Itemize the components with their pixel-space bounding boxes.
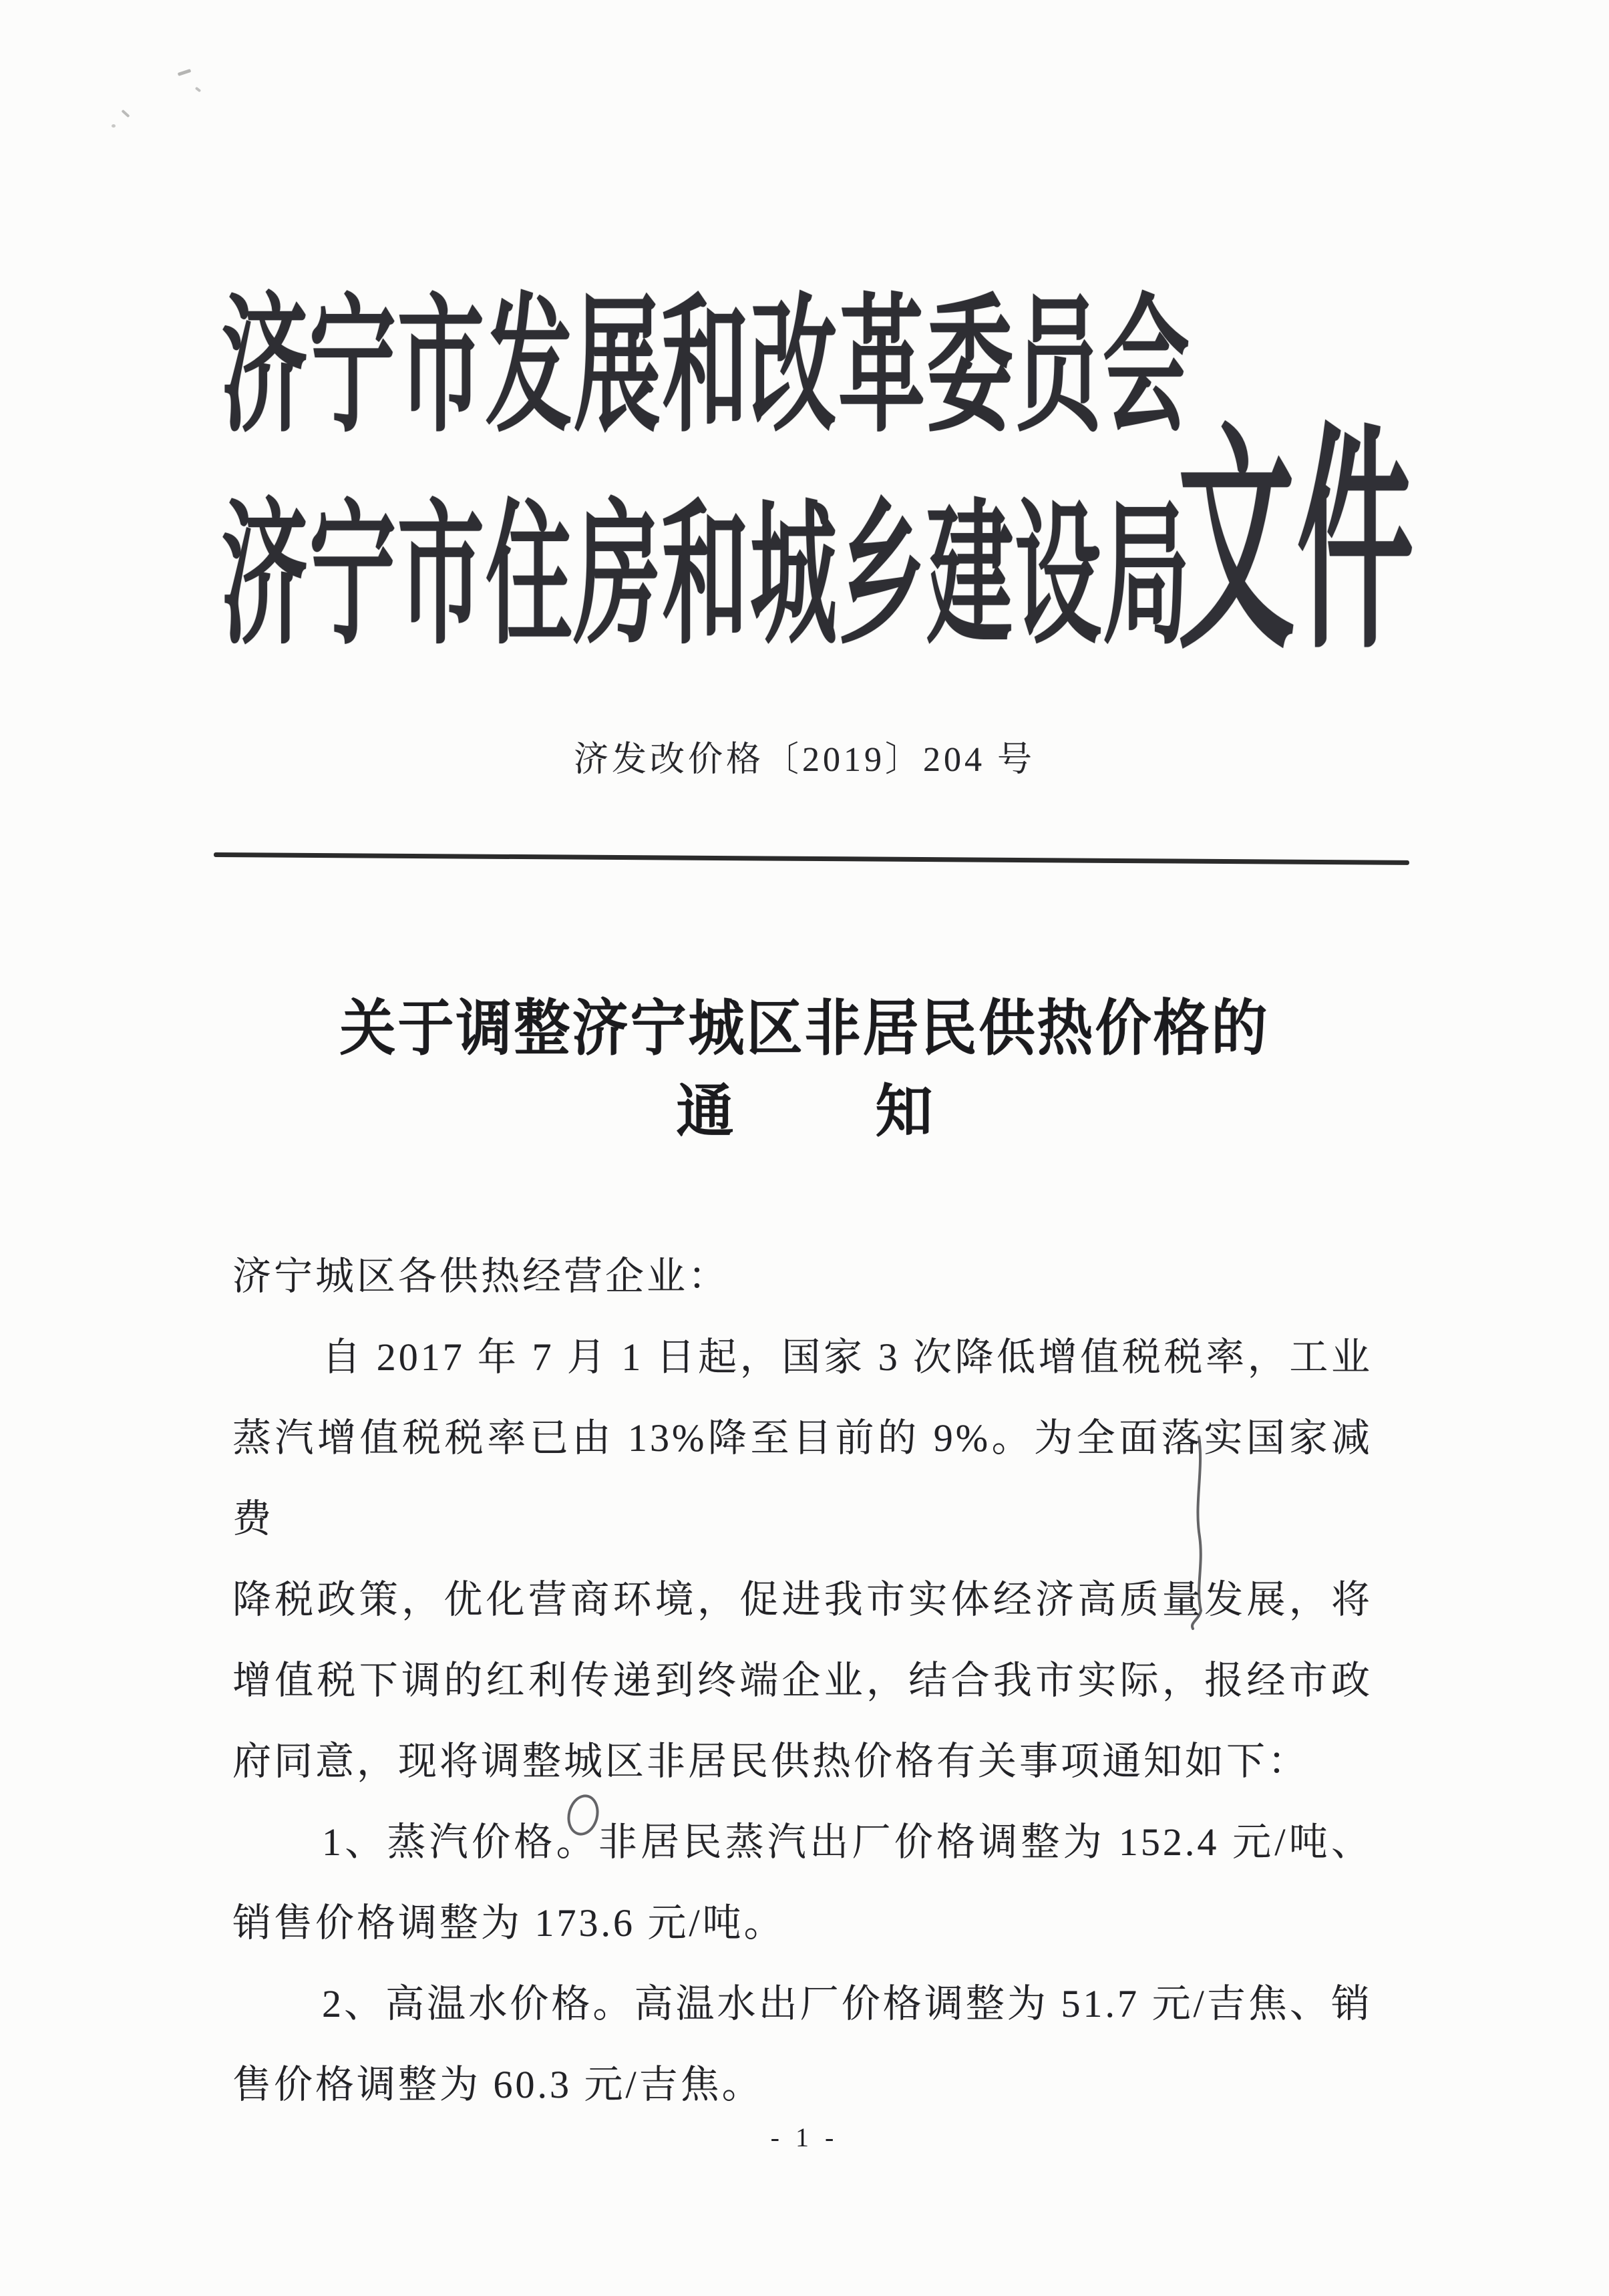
title-char-tong: 通 [676,1080,734,1144]
body-line: 售价格调整为 60.3 元/吉焦。 [232,2063,763,2106]
page-number: - 1 - [770,2122,839,2152]
body-line-item-1: 1、蒸汽价格。非居民蒸汽出厂价格调整为 152.4 元/吨、 [322,1820,1373,1864]
body-line-salutation: 济宁城区各供热经营企业： [232,1255,730,1298]
scan-speck [178,69,192,76]
doc-type-label: 文件 [1178,411,1414,677]
scan-speck [121,110,130,118]
doc-number: 济发改价格〔2019〕204 号 [573,741,1035,779]
body-line: 销售价格调整为 173.6 元/吨。 [232,1901,785,1945]
scan-speck [195,87,202,93]
body-line: 蒸汽增值税税率已由 13%降至目前的 9%。为全面落实国家减费 [232,1416,1373,1540]
title-char-zhi: 知 [875,1080,933,1144]
body-line: 府同意，现将调整城区非居民供热价格有关事项通知如下： [232,1740,1310,1783]
body-text [232,1236,1373,2125]
scan-scratch-artifact [1179,1433,1219,1633]
body-line: 降税政策，优化营商环境，促进我市实体经济高质量发展，将 [232,1578,1373,1621]
header-agency-line2: 济宁市住房和城乡建设局 [220,491,1190,664]
notice-title-line2 [0,1080,1609,1144]
header-agency-line1: 济宁市发展和改革委员会 [220,286,1190,451]
notice-title-line1: 关于调整济宁城区非居民供热价格的 [339,994,1270,1063]
body-line: 自 2017 年 7 月 1 日起，国家 3 次降低增值税税率，工业 [322,1335,1373,1379]
scan-speck [112,124,116,128]
body-line: 增值税下调的红利传递到终端企业，结合我市实际，报经市政 [232,1659,1373,1702]
header-divider-rule [214,852,1409,865]
body-line-item-2: 2、高温水价格。高温水出厂价格调整为 51.7 元/吉焦、销 [322,1982,1373,2025]
